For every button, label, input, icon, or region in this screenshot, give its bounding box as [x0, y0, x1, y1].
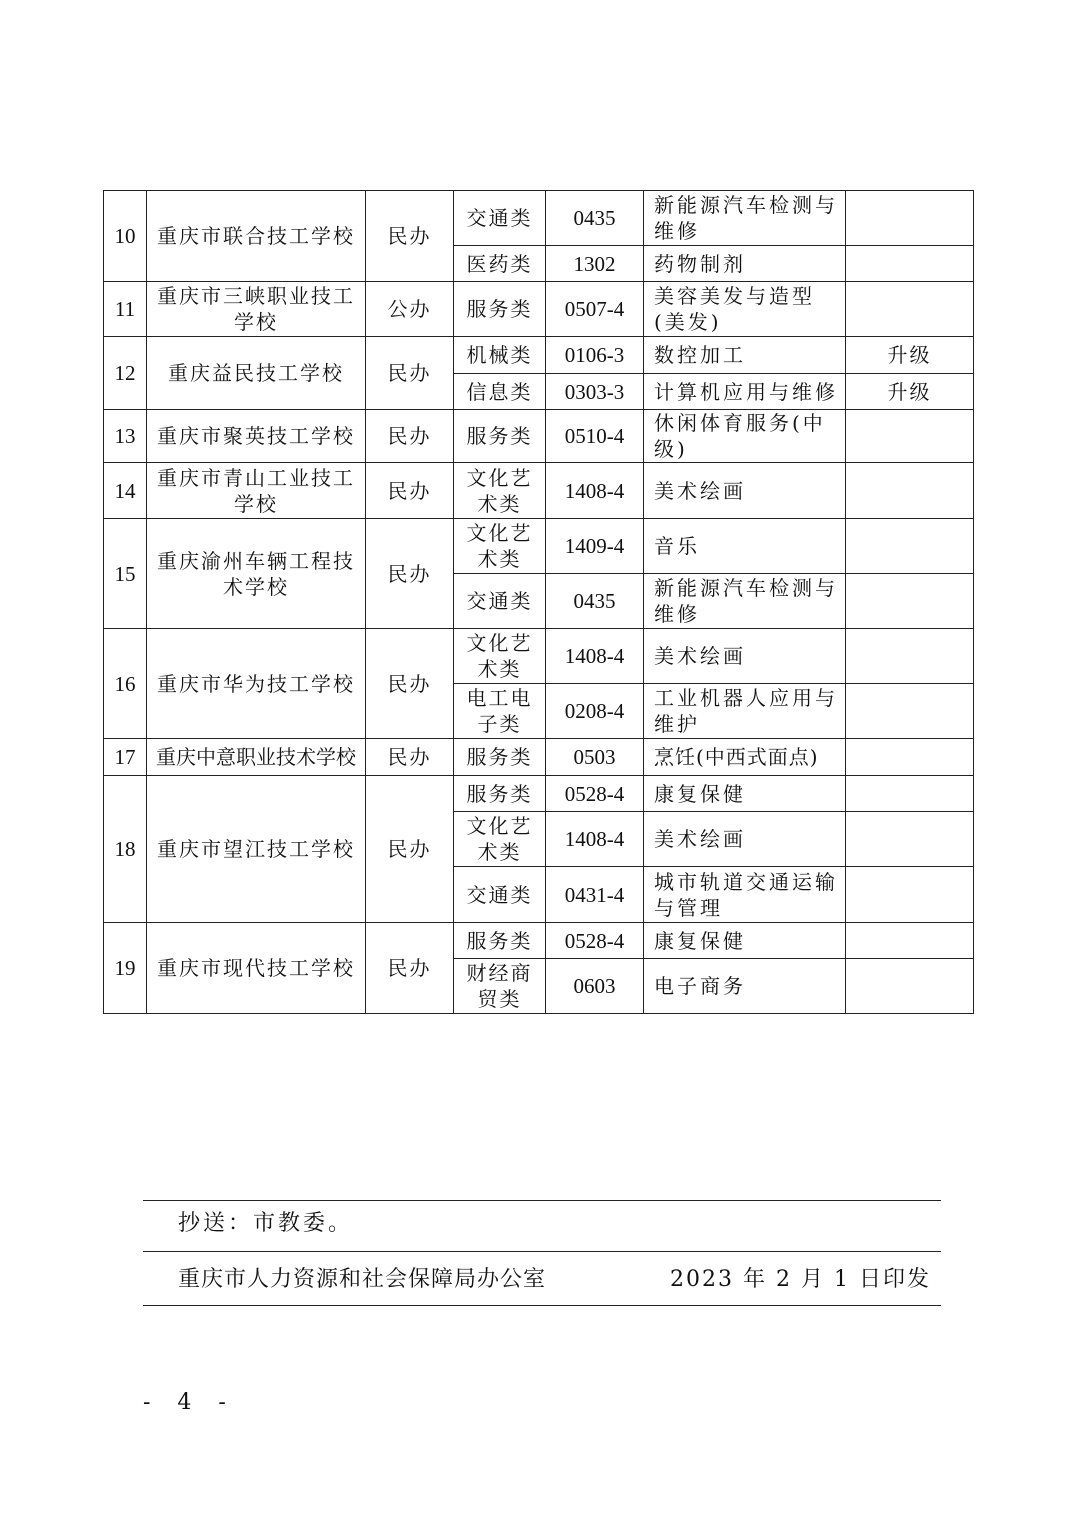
school-name: 重庆市青山工业技工学校 — [147, 463, 366, 519]
table-row — [104, 191, 974, 246]
major-category: 服务类 — [454, 739, 546, 776]
table-row — [104, 629, 974, 684]
major-name: 康复保健 — [644, 776, 846, 812]
remark — [846, 191, 974, 246]
major-category: 电工电子类 — [454, 684, 546, 739]
major-name: 美术绘画 — [644, 629, 846, 684]
major-code: 0303-3 — [546, 374, 644, 410]
remark — [846, 246, 974, 282]
major-name: 美术绘画 — [644, 812, 846, 867]
major-code: 1408-4 — [546, 812, 644, 867]
remark — [846, 629, 974, 684]
school-name: 重庆渝州车辆工程技术学校 — [147, 519, 366, 629]
remark — [846, 282, 974, 337]
major-code: 0435 — [546, 191, 644, 246]
row-number: 10 — [104, 191, 147, 282]
remark — [846, 812, 974, 867]
remark — [846, 776, 974, 812]
row-number: 11 — [104, 282, 147, 337]
major-code: 0208-4 — [546, 684, 644, 739]
remark — [846, 410, 974, 463]
major-code: 1409-4 — [546, 519, 644, 574]
school-type: 民办 — [366, 923, 454, 1014]
major-category: 文化艺术类 — [454, 519, 546, 574]
remark — [846, 463, 974, 519]
major-name: 药物制剂 — [644, 246, 846, 282]
major-code: 1408-4 — [546, 463, 644, 519]
page-number: - 4 - — [143, 1390, 236, 1415]
row-number: 16 — [104, 629, 147, 739]
table-row — [104, 776, 974, 812]
major-category: 文化艺术类 — [454, 629, 546, 684]
table-row — [104, 337, 974, 374]
row-number: 12 — [104, 337, 147, 410]
footer-bottom-rule — [143, 1305, 941, 1306]
major-name: 音乐 — [644, 519, 846, 574]
school-type: 民办 — [366, 463, 454, 519]
major-name: 美容美发与造型(美发) — [644, 282, 846, 337]
major-code: 0510-4 — [546, 410, 644, 463]
row-number: 19 — [104, 923, 147, 1014]
row-number: 15 — [104, 519, 147, 629]
major-name: 数控加工 — [644, 337, 846, 374]
major-category: 文化艺术类 — [454, 463, 546, 519]
remark: 升级 — [846, 337, 974, 374]
major-code: 0528-4 — [546, 923, 644, 959]
major-category: 服务类 — [454, 282, 546, 337]
row-number: 17 — [104, 739, 147, 776]
major-category: 信息类 — [454, 374, 546, 410]
school-type: 民办 — [366, 739, 454, 776]
major-category: 交通类 — [454, 867, 546, 923]
school-name: 重庆市三峡职业技工学校 — [147, 282, 366, 337]
table-row — [104, 923, 974, 959]
major-name: 新能源汽车检测与维修 — [644, 574, 846, 629]
major-category: 服务类 — [454, 776, 546, 812]
school-type: 民办 — [366, 519, 454, 629]
major-code: 0435 — [546, 574, 644, 629]
remark — [846, 574, 974, 629]
row-number: 13 — [104, 410, 147, 463]
school-name: 重庆中意职业技术学校 — [147, 739, 366, 776]
table-row — [104, 410, 974, 463]
major-name: 烹饪(中西式面点) — [644, 739, 846, 776]
remark — [846, 519, 974, 574]
remark — [846, 684, 974, 739]
school-name: 重庆市望江技工学校 — [147, 776, 366, 923]
major-code: 0431-4 — [546, 867, 644, 923]
major-code: 1302 — [546, 246, 644, 282]
major-name: 电子商务 — [644, 959, 846, 1014]
major-code: 0603 — [546, 959, 644, 1014]
major-category: 财经商贸类 — [454, 959, 546, 1014]
school-name: 重庆益民技工学校 — [147, 337, 366, 410]
major-code: 1408-4 — [546, 629, 644, 684]
major-name: 美术绘画 — [644, 463, 846, 519]
school-type: 民办 — [366, 776, 454, 923]
footer-top-rule — [143, 1200, 941, 1201]
major-category: 医药类 — [454, 246, 546, 282]
major-name: 计算机应用与维修 — [644, 374, 846, 410]
school-name: 重庆市现代技工学校 — [147, 923, 366, 1014]
issue-date: 2023 年 2 月 1 日印发 — [670, 1267, 931, 1292]
major-category: 交通类 — [454, 191, 546, 246]
remark — [846, 923, 974, 959]
school-type: 民办 — [366, 629, 454, 739]
school-name: 重庆市聚英技工学校 — [147, 410, 366, 463]
remark — [846, 959, 974, 1014]
footer-middle-rule — [143, 1251, 941, 1252]
major-category: 交通类 — [454, 574, 546, 629]
major-name: 休闲体育服务(中级) — [644, 410, 846, 463]
major-category: 服务类 — [454, 410, 546, 463]
school-name: 重庆市联合技工学校 — [147, 191, 366, 282]
major-category: 服务类 — [454, 923, 546, 959]
school-type: 民办 — [366, 410, 454, 463]
major-name: 新能源汽车检测与维修 — [644, 191, 846, 246]
table-row — [104, 519, 974, 574]
remark — [846, 739, 974, 776]
remark — [846, 867, 974, 923]
school-type: 民办 — [366, 191, 454, 282]
major-category: 文化艺术类 — [454, 812, 546, 867]
major-code: 0106-3 — [546, 337, 644, 374]
major-code: 0507-4 — [546, 282, 644, 337]
row-number: 14 — [104, 463, 147, 519]
school-major-table — [103, 190, 974, 1014]
major-name: 康复保健 — [644, 923, 846, 959]
major-name: 城市轨道交通运输与管理 — [644, 867, 846, 923]
school-type: 民办 — [366, 337, 454, 410]
table-row — [104, 282, 974, 337]
major-code: 0528-4 — [546, 776, 644, 812]
cc-recipients: 抄送：市教委。 — [178, 1211, 354, 1236]
major-name: 工业机器人应用与维护 — [644, 684, 846, 739]
school-type: 公办 — [366, 282, 454, 337]
issuing-office: 重庆市人力资源和社会保障局办公室 — [178, 1267, 547, 1292]
table-row — [104, 463, 974, 519]
major-category: 机械类 — [454, 337, 546, 374]
school-name: 重庆市华为技工学校 — [147, 629, 366, 739]
major-code: 0503 — [546, 739, 644, 776]
table-row — [104, 739, 974, 776]
row-number: 18 — [104, 776, 147, 923]
remark: 升级 — [846, 374, 974, 410]
